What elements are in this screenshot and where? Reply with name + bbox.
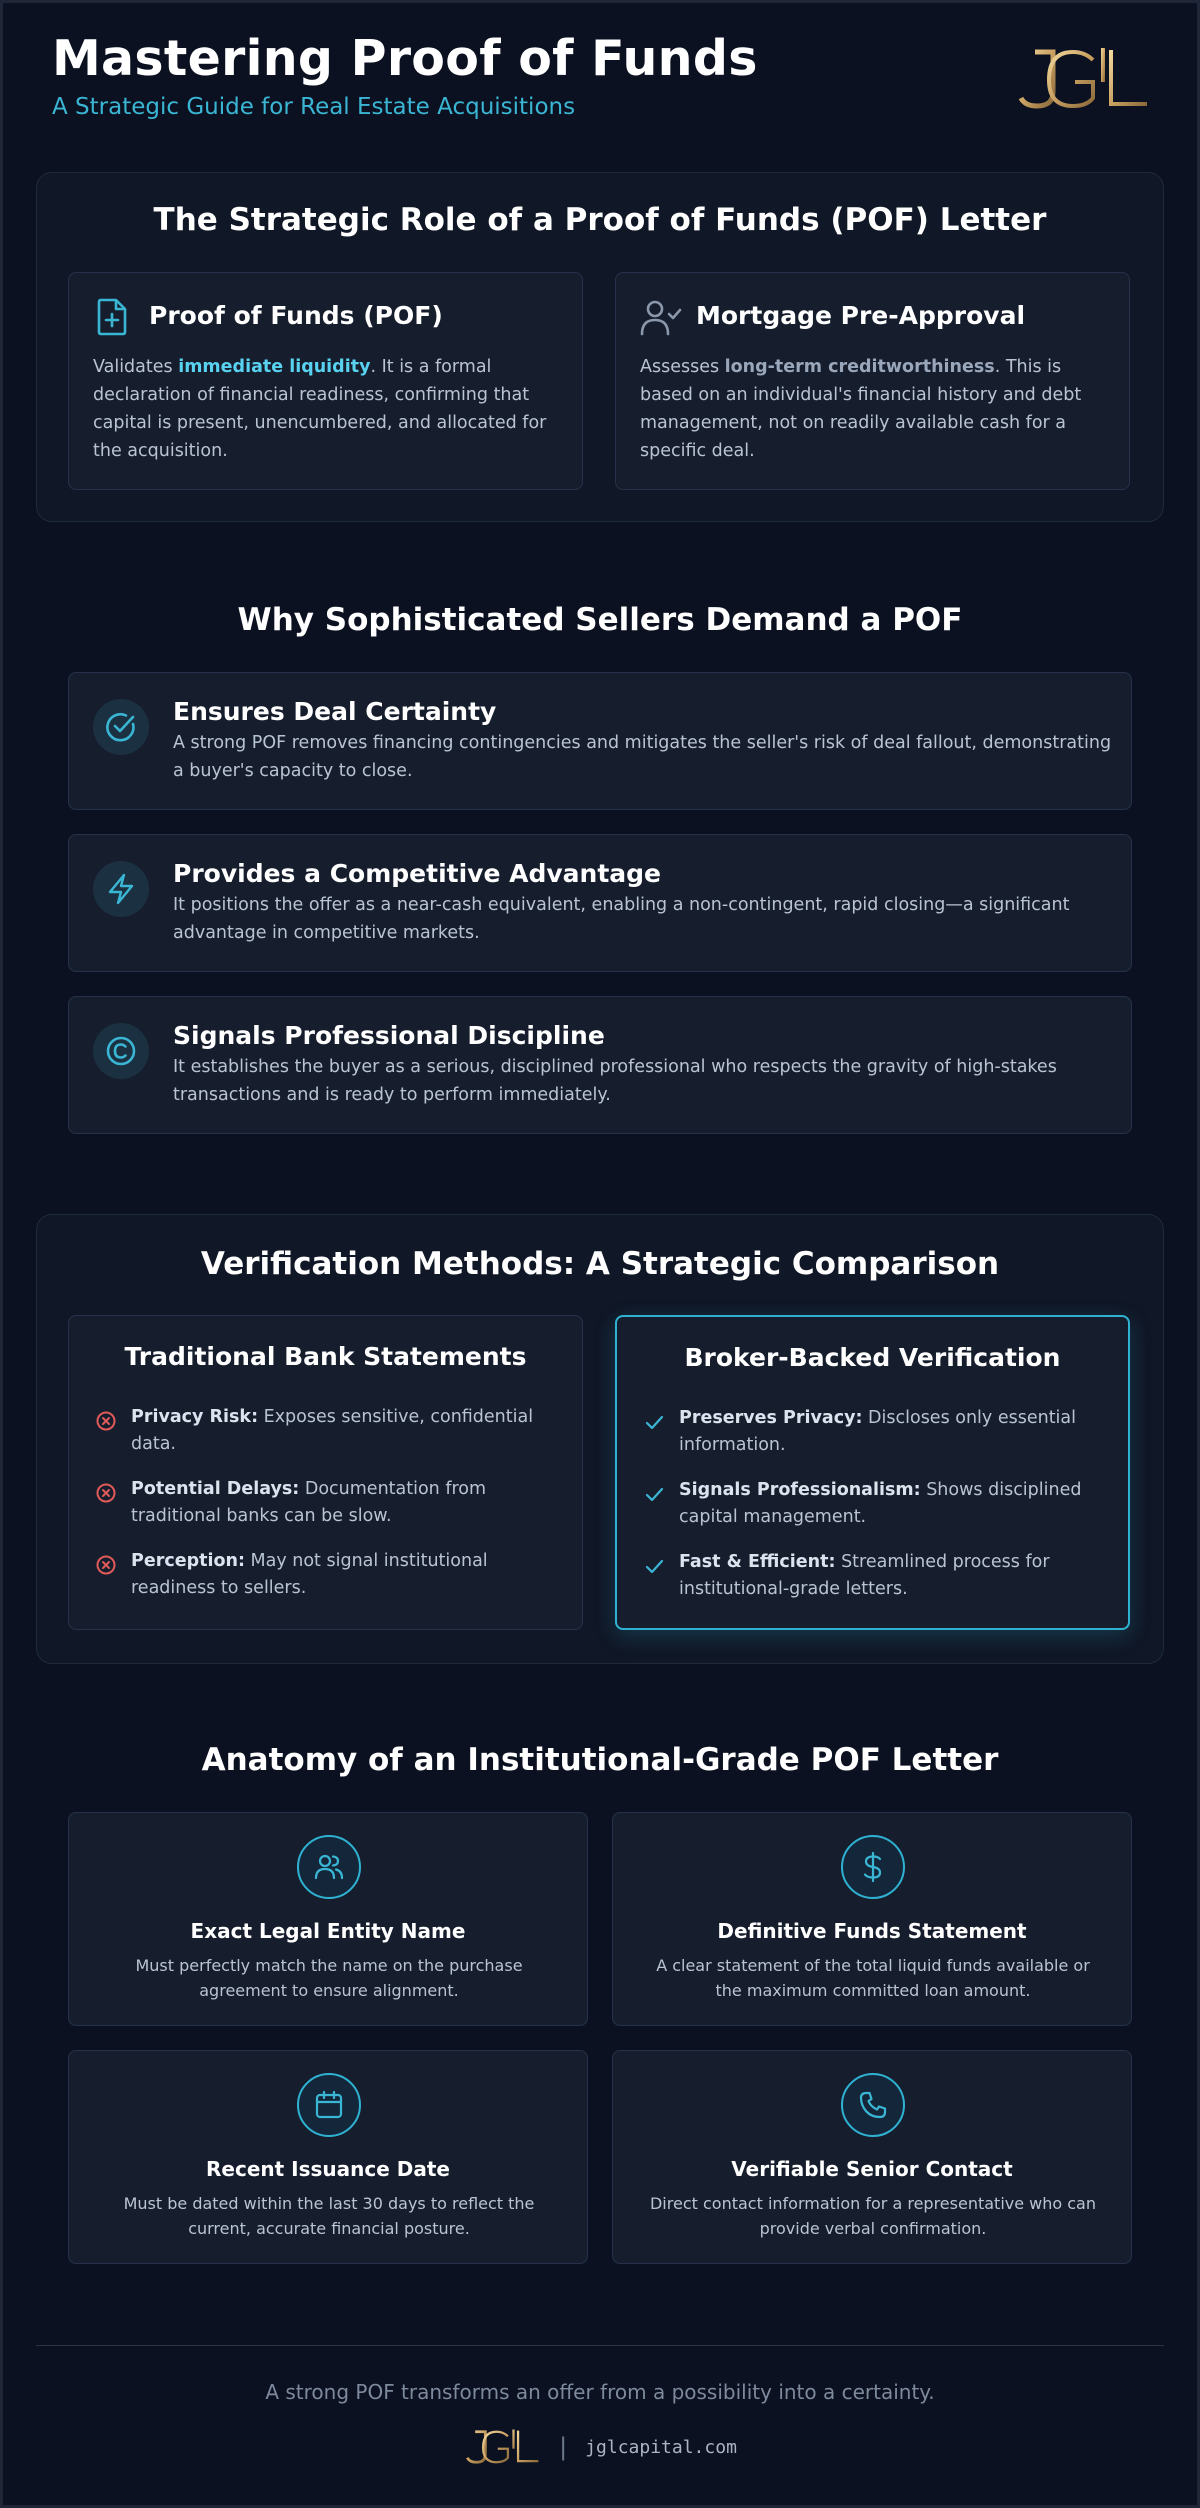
pof-card-desc: Validates immediate liquidity. It is a formal declaration of financial readiness, confirming that capital is present, unencumbered, and allocated for the acquisition.	[93, 357, 547, 461]
mortgage-card-desc: Assesses long-term creditworthiness. This is based on an individual's financial history and debt management, not on readily available cash for a specific deal.	[640, 357, 1082, 461]
anatomy-item-title: Recent Issuance Date	[206, 2157, 450, 2181]
anatomy-item-issuance-date	[68, 2050, 588, 2264]
why-item-title: Provides a Competitive Advantage	[173, 859, 662, 888]
anatomy-item-senior-contact	[612, 2050, 1132, 2264]
traditional-card	[68, 1315, 583, 1630]
file-plus-icon	[95, 297, 129, 337]
why-item-desc: It establishes the buyer as a serious, disciplined professional who respects the gravity of high-stakes transactions and is ready to perform immediately.	[173, 1057, 1057, 1105]
why-section-title: Why Sophisticated Sellers Demand a POF	[237, 602, 963, 638]
jgl-logo	[463, 2425, 541, 2469]
why-item-desc: A strong POF removes financing contingencies and mitigates the seller's risk of deal fallout, demonstrating a buyer's capacity to close.	[173, 733, 1112, 781]
why-item-professional-discipline	[68, 996, 1132, 1134]
footer-divider	[36, 2345, 1164, 2346]
anatomy-item-legal-entity	[68, 1812, 588, 2026]
page-subtitle: A Strategic Guide for Real Estate Acquisitions	[52, 94, 576, 120]
x-circle-icon	[95, 1482, 117, 1504]
mortgage-highlight: long-term creditworthiness	[724, 357, 995, 377]
anatomy-item-title: Definitive Funds Statement	[717, 1919, 1027, 1943]
calendar-icon	[297, 2073, 361, 2137]
why-item-title: Ensures Deal Certainty	[173, 697, 497, 726]
pof-highlight: immediate liquidity	[178, 357, 371, 377]
traditional-card-title: Traditional Bank Statements	[124, 1342, 527, 1371]
footer-separator: |	[559, 2433, 568, 2461]
role-section-title: The Strategic Role of a Proof of Funds (POF) Letter	[153, 202, 1047, 238]
mortgage-card-title: Mortgage Pre-Approval	[696, 301, 1026, 330]
page-title: Mastering Proof of Funds	[52, 30, 758, 87]
broker-card-title: Broker-Backed Verification	[684, 1343, 1061, 1372]
anatomy-item-funds-statement	[612, 1812, 1132, 2026]
anatomy-item-desc: Must perfectly match the name on the purchase agreement to ensure alignment.	[135, 1956, 523, 2000]
check-icon	[643, 1411, 665, 1433]
why-item-competitive-advantage	[68, 834, 1132, 972]
users-icon	[297, 1835, 361, 1899]
list-item: Fast & Efficient: Streamlined process for institutional-grade letters.	[643, 1549, 1113, 1603]
list-item: Perception: May not signal institutional readiness to sellers.	[95, 1548, 565, 1602]
x-circle-icon	[95, 1554, 117, 1576]
anatomy-item-desc: Must be dated within the last 30 days to reflect the current, accurate financial posture.	[123, 2194, 535, 2238]
anatomy-item-title: Verifiable Senior Contact	[731, 2157, 1013, 2181]
check-circle-icon	[93, 699, 149, 755]
copyright-icon	[93, 1023, 149, 1079]
user-check-icon	[640, 299, 682, 337]
why-item-deal-certainty	[68, 672, 1132, 810]
pof-card	[68, 272, 583, 490]
jgl-logo	[1015, 40, 1150, 118]
phone-icon	[841, 2073, 905, 2137]
anatomy-item-desc: A clear statement of the total liquid funds available or the maximum committed loan amount.	[656, 1956, 1090, 2000]
dollar-icon	[841, 1835, 905, 1899]
anatomy-item-desc: Direct contact information for a representative who can provide verbal confirmation.	[649, 2194, 1096, 2238]
list-item: Signals Professionalism: Shows disciplined capital management.	[643, 1477, 1113, 1531]
footer-url-link[interactable]: jglcapital.com	[585, 2436, 737, 2458]
anatomy-item-title: Exact Legal Entity Name	[190, 1919, 466, 1943]
why-item-title: Signals Professional Discipline	[173, 1021, 605, 1050]
footer-brand	[0, 2422, 1200, 2472]
broker-card	[615, 1315, 1130, 1630]
list-item: Privacy Risk: Exposes sensitive, confidential data.	[95, 1404, 565, 1458]
mortgage-card	[615, 272, 1130, 490]
check-icon	[643, 1555, 665, 1577]
footer-quote: A strong POF transforms an offer from a possibility into a certainty.	[265, 2380, 935, 2404]
pof-card-title: Proof of Funds (POF)	[149, 301, 443, 330]
check-icon	[643, 1483, 665, 1505]
why-item-desc: It positions the offer as a near-cash equivalent, enabling a non-contingent, rapid closing—a significant advantage in competitive markets.	[173, 895, 1070, 943]
lightning-icon	[93, 861, 149, 917]
list-item: Potential Delays: Documentation from traditional banks can be slow.	[95, 1476, 565, 1530]
x-circle-icon	[95, 1410, 117, 1432]
anatomy-section-title: Anatomy of an Institutional-Grade POF Letter	[201, 1742, 999, 1778]
verification-section-title: Verification Methods: A Strategic Comparison	[200, 1246, 1000, 1282]
list-item: Preserves Privacy: Discloses only essential information.	[643, 1405, 1113, 1459]
